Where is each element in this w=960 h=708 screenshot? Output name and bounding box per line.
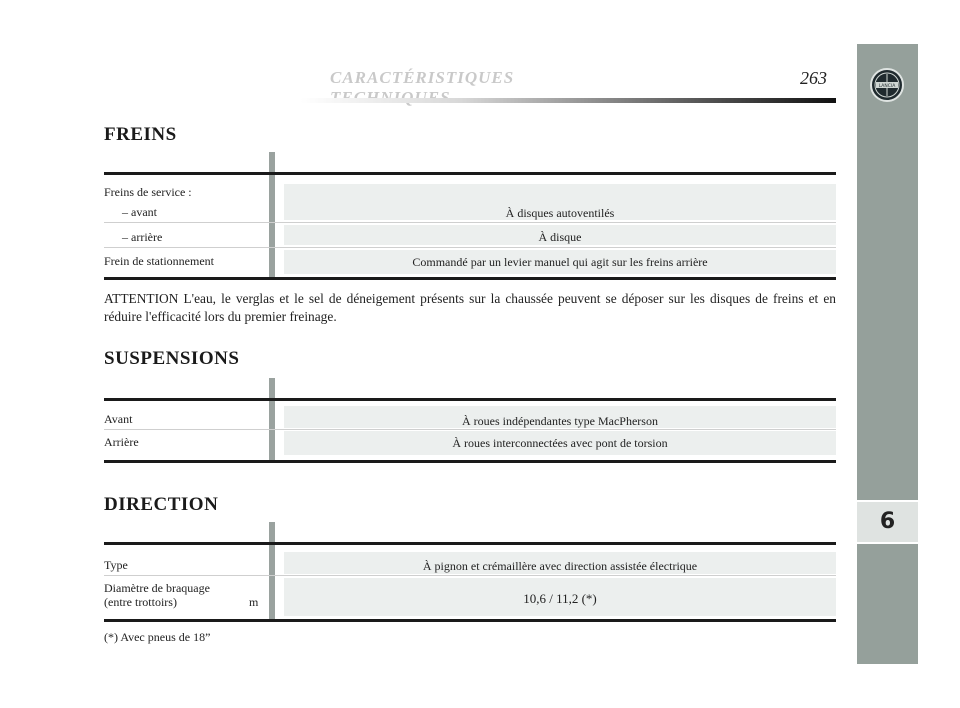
value-diametre: 10,6 / 11,2 (*) [284,578,836,616]
row-divider [104,429,836,430]
table-divider [269,522,275,622]
lancia-logo-icon [870,68,904,102]
label-arriere: Arrière [104,435,139,449]
value-arriere: À disque [284,225,836,245]
header-title: CARACTÉRISTIQUES [330,68,515,87]
header-rule [300,98,836,103]
section-title-suspensions: SUSPENSIONS [104,348,240,369]
row-divider [104,575,836,576]
label-avant: – avant [122,205,157,219]
page-number: 263 [800,68,827,88]
label-diametre-line2: (entre trottoirs) [104,595,177,609]
footnote: (*) Avec pneus de 18” [104,630,211,644]
suspensions-table [104,378,836,466]
row-divider [104,247,836,248]
label-avant: Avant [104,412,133,426]
value-type: À pignon et crémaillère avec direction assistée électrique [284,552,836,574]
label-type: Type [104,558,128,572]
section-title-direction: DIRECTION [104,494,219,515]
chapter-number: 6 [857,500,918,544]
section-title-freins: FREINS [104,124,177,145]
chapter-side-tab [857,44,918,664]
label-freins-service: Freins de service : [104,185,192,199]
table-bottom-rule [104,277,836,280]
direction-table [104,522,836,626]
table-bottom-rule [104,460,836,463]
svg-text:LANCIA: LANCIA [878,84,896,89]
label-diametre-line1: Diamètre de braquage [104,581,210,595]
table-divider [269,378,275,462]
table-top-rule [104,542,836,545]
table-top-rule [104,398,836,401]
value-avant: À roues indépendantes type MacPherson [284,406,836,428]
label-unit: m [249,595,259,609]
value-avant: À disques autoventilés [284,184,836,220]
row-divider [104,222,836,223]
table-top-rule [104,172,836,175]
label-arriere: – arrière [122,230,163,244]
value-arriere: À roues interconnectées avec pont de torsion [284,431,836,455]
table-bottom-rule [104,619,836,622]
warning-text: ATTENTION L'eau, le verglas et le sel de déneigement présents sur la chaussée peuvent se déposer sur les disques de freins et en réduire l'efficacité lors du premier freinage. [104,291,836,324]
freins-table [104,152,836,282]
value-stationnement: Commandé par un levier manuel qui agit sur les freins arrière [284,250,836,274]
label-stationnement: Frein de stationnement [104,254,214,268]
